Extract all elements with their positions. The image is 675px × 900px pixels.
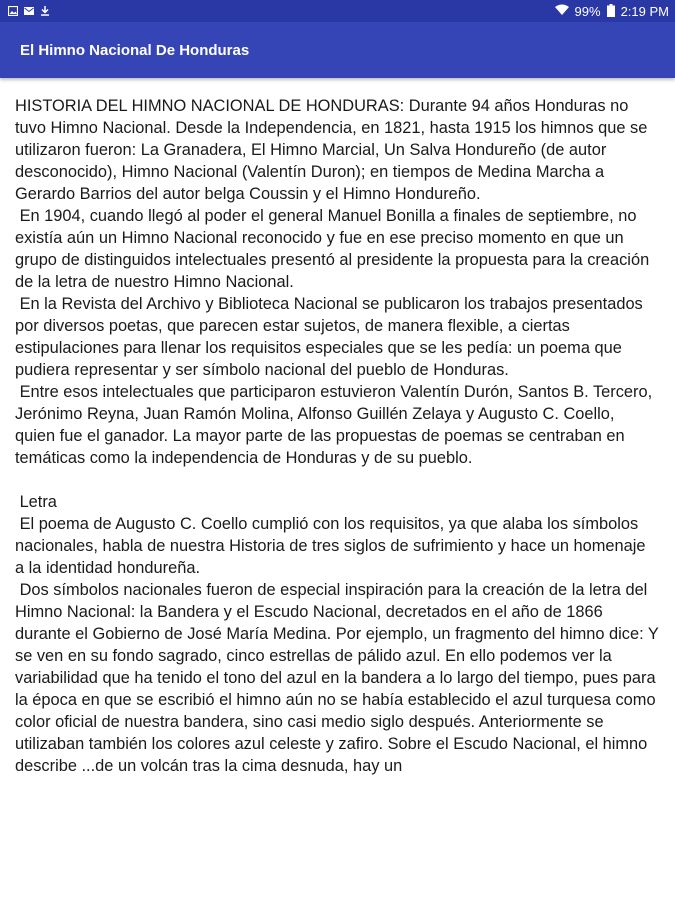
app-bar [0,22,675,78]
mail-icon [24,6,34,16]
clock: 2:19 PM [620,3,669,19]
app-title: El Himno Nacional De Honduras [20,41,250,59]
download-icon [40,6,50,16]
status-bar [0,0,675,22]
gallery-icon [8,6,18,16]
article-body: HISTORIA DEL HIMNO NACIONAL DE HONDURAS: Durante 94 años Honduras no tuvo Himno Nacional. Desde la Independencia, en 1821, hasta 1915 los himnos que se utilizaron fueron: La Granadera, El Himno Marcial, Un Salva Hondureño (de autor desconocido), Himno Nacional (Valentín Duron); en tiempos de Medina Marcha a Gerardo Barrios del autor belga Coussin y el Himno Hondureño. En 1904, cuando llegó al poder el general Manuel Bonilla a finales de septiembre, no existía aún un Himno Nacional reconocido y fue en ese preciso momento en que un grupo de distinguidos intelectuales presentó al presidente la propuesta para la creación de la letra de nuestro Himno Nacional. En la Revista del Archivo y Biblioteca Nacional se publicaron los trabajos presentados por diversos poetas, que parecen estar sujetos, de manera flexible, a ciertas estipulaciones para llenar los requisitos especiales que se les pedía: un poema que pudiera representar y ser símbolo nacional del pueblo de Honduras. Entre esos intelectuales que participaron estuvieron Valentín Durón, Santos B. Tercero, Jerónimo Reyna, Juan Ramón Molina, Alfonso Guillén Zelaya y Augusto C. Coello, quien fue el ganador. La mayor parte de las propuestas de poemas se centraban en temáticas como la independencia de Honduras y de su pueblo. Letra El poema de Augusto C. Coello cumplió con los requisitos, ya que alaba los símbolos nacionales, habla de nuestra Historia de tres siglos de sufrimiento y hace un homenaje a la identidad hondureña. Dos símbolos nacionales fueron de especial inspiración para la creación de la letra del Himno Nacional: la Bandera y el Escudo Nacional, decretados en el año de 1866 durante el Gobierno de José María Medina. Por ejemplo, un fragmento del himno dice: Y se ven en su fondo sagrado, cinco estrellas de pálido azul. En ello podemos ver la variabilidad que ha tenido el tono del azul en la bandera a lo largo del tiempo, pues para la época en que se escribió el himno aún no se había establecido el azul turquesa como color oficial de nuestra bandera, sino casi medio siglo después. Anteriormente se utilizaban también los colores azul celeste y zafiro. Sobre el Escudo Nacional, el himno describe ...de un volcán tras la cima desnuda, hay un [15,97,659,775]
battery-percent: 99% [574,3,601,19]
battery-icon [607,4,615,19]
system-icons [555,4,669,19]
wifi-icon [555,4,569,18]
notification-icons [8,6,50,16]
